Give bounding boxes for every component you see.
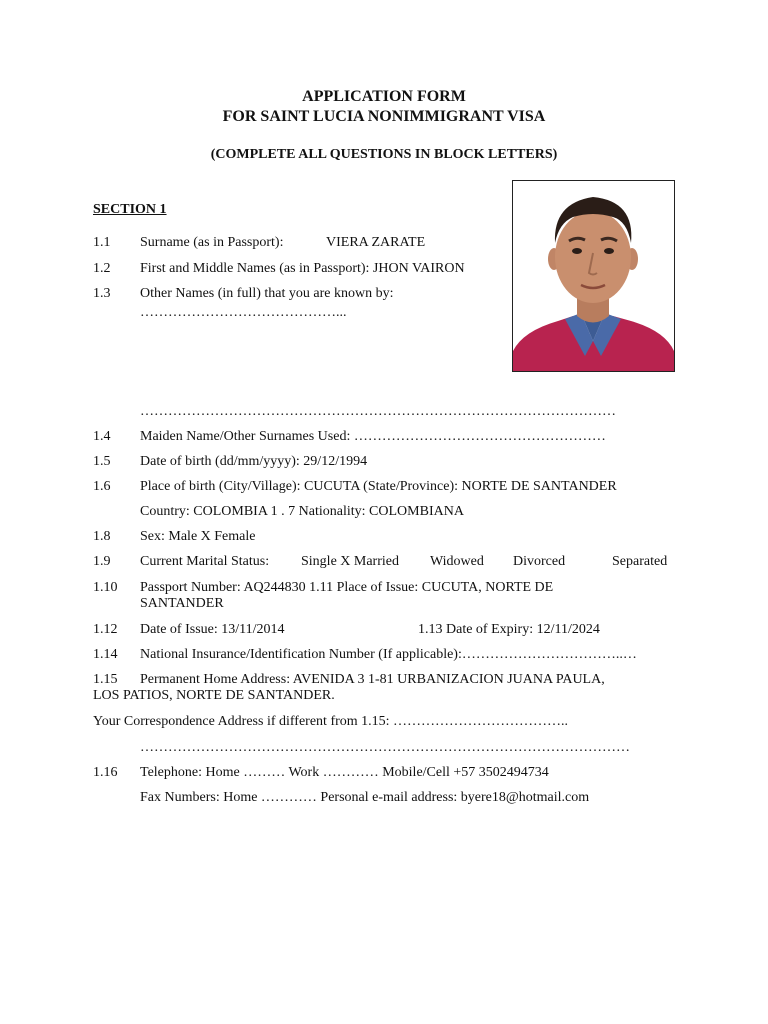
telephone-field: Telephone: Home ……… Work ………… Mobile/Cell +57 3502494734 [140, 765, 549, 780]
marital-option-widowed: Widowed [430, 554, 484, 569]
item-number: 1.8 [93, 529, 111, 544]
home-address-continued: LOS PATIOS, NORTE DE SANTANDER. [93, 688, 335, 703]
other-names-dots: ……………………………………... [140, 305, 347, 320]
portrait-image [513, 181, 674, 371]
form-title-line2: FOR SAINT LUCIA NONIMMIGRANT VISA [222, 108, 546, 125]
item-number: 1.9 [93, 554, 111, 569]
sex-field: Sex: Male X Female [140, 529, 256, 544]
item-number: 1.16 [93, 765, 118, 780]
item-number: 1.5 [93, 454, 111, 469]
correspondence-address-dots: …………………………………………………………………………………………… [140, 740, 630, 755]
national-id-field: National Insurance/Identification Number (If applicable):……………………………..… [140, 647, 637, 662]
other-names-field: Other Names (in full) that you are known by: [140, 286, 394, 301]
marital-status-label: Current Marital Status: [140, 554, 270, 569]
marital-option-single-married: Single X Married [301, 554, 399, 569]
form-title-line1: APPLICATION FORM [302, 88, 466, 105]
surname-label: Surname (as in Passport): [140, 235, 284, 250]
home-address-field: Permanent Home Address: AVENIDA 3 1-81 URBANIZACION JUANA PAULA, [140, 672, 605, 687]
item-number: 1.14 [93, 647, 118, 662]
passport-number-field: Passport Number: AQ244830 1.11 Place of Issue: CUCUTA, NORTE DE [140, 580, 554, 595]
other-names-dots-line2: ………………………………………………………………………………………… [140, 404, 616, 419]
date-of-issue-field: Date of Issue: 13/11/2014 [140, 622, 285, 637]
maiden-name-field: Maiden Name/Other Surnames Used: ……………………………………………… [140, 429, 606, 444]
country-nationality-field: Country: COLOMBIA 1 . 7 Nationality: COLOMBIANA [140, 504, 464, 519]
item-number: 1.15 [93, 672, 118, 687]
first-names-field: First and Middle Names (as in Passport): JHON VAIRON [140, 261, 465, 276]
correspondence-address-field: Your Correspondence Address if different from 1.15: ……………………………….. [93, 714, 569, 729]
date-of-birth-field: Date of birth (dd/mm/yyyy): 29/12/1994 [140, 454, 368, 469]
item-number: 1.4 [93, 429, 111, 444]
place-of-issue-continued: SANTANDER [140, 596, 224, 611]
place-of-birth-field: Place of birth (City/Village): CUCUTA (State/Province): NORTE DE SANTANDER [140, 479, 617, 494]
item-number: 1.2 [93, 261, 111, 276]
marital-option-divorced: Divorced [513, 554, 566, 569]
item-number: 1.10 [93, 580, 118, 595]
item-number: 1.6 [93, 479, 111, 494]
date-of-expiry-field: 1.13 Date of Expiry: 12/11/2024 [418, 622, 600, 637]
item-number: 1.3 [93, 286, 111, 301]
section-title: SECTION 1 [93, 202, 167, 217]
surname-value: VIERA ZARATE [326, 235, 426, 250]
form-instruction: (COMPLETE ALL QUESTIONS IN BLOCK LETTERS) [210, 147, 558, 162]
fax-email-field: Fax Numbers: Home ………… Personal e-mail address: byere18@hotmail.com [140, 790, 590, 805]
item-number: 1.1 [93, 235, 111, 250]
applicant-photo [512, 180, 675, 372]
item-number: 1.12 [93, 622, 118, 637]
marital-option-separated: Separated [612, 554, 668, 569]
